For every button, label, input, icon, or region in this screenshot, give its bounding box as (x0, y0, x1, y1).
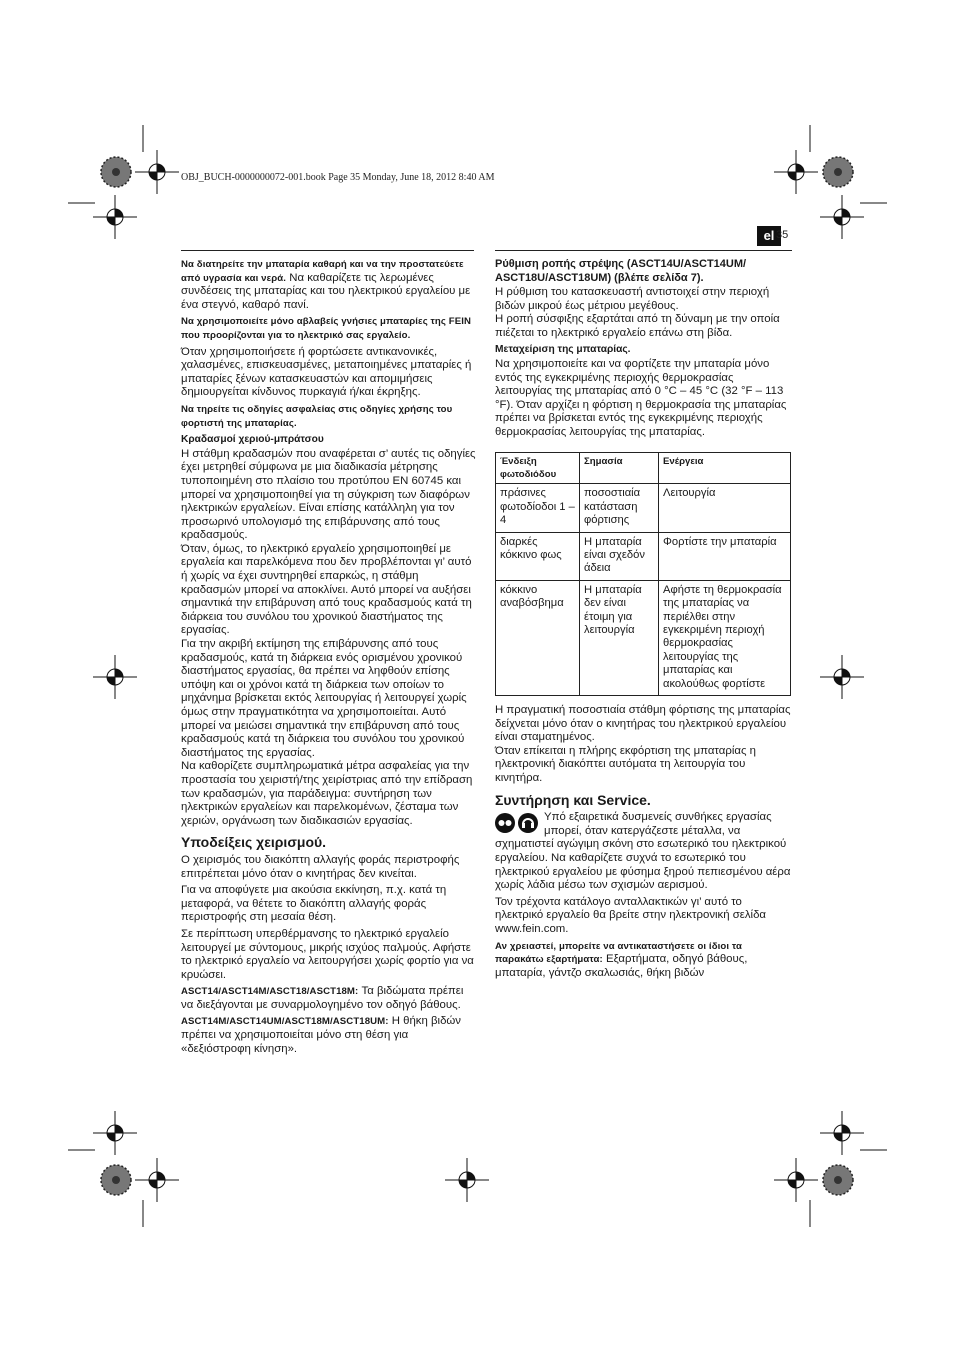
charge-state-paragraph: Η πραγματική ποσοστιαία στάθμη φόρτισης της μπαταρίας δείχνεται μόνο όταν ο κινητήρας του ηλεκτρικού εργαλείου είναι σταματημένος. (495, 704, 791, 744)
maintenance-heading: Συντήρηση και Service. (495, 791, 651, 808)
registration-mark-icon (774, 1158, 818, 1202)
registration-mark-icon (820, 1111, 864, 1155)
color-target-icon (823, 1165, 853, 1195)
table-header-row (496, 452, 791, 484)
table-cell: Η μπαταρία είναι σχεδόν άδεια (580, 532, 659, 580)
table-cell: ποσοστιαία κατάσταση φόρτισης (580, 484, 659, 532)
registration-mark-icon (93, 195, 137, 239)
table-cell: Φορτίστε την μπαταρία (659, 532, 791, 580)
vibration-paragraph: Η στάθμη κραδασμών που αναφέρεται σ’ αυτές τις οδηγίες έχει μετρηθεί σύμφωνα με μια διαδικασία μέτρησης τυποποιημένη στο πλαίσιο του προτύπου EN 60745 και μπορεί να χρησιμοποιηθεί για τη σύγκριση των διαφόρων ηλεκτρικών εργαλείων. Είναι επίσης κατάλληλη για τον προσωρινό υπολογισμό της επιβάρυνσης από τους κραδασμούς. (181, 447, 476, 542)
goggles-icon (495, 813, 515, 833)
torque-paragraph: Η ροπή σύσφιξης εξαρτάται από τη δύναμη με την οποία πιέζεται το ηλεκτρικό εργαλείο επάνω στη βίδα. (495, 313, 780, 339)
registration-mark-icon (93, 1111, 137, 1155)
registration-mark-icon (135, 1158, 179, 1202)
deep-discharge-paragraph: Όταν επίκειται η πλήρης εκφόρτιση της μπαταρίας η ηλεκτρονική διακόπτει αυτόματα τη λειτουργία του κινητήρα. (495, 744, 756, 784)
table-header-cell: Ένδειξη φωτοδιόδου (496, 452, 580, 484)
screw-holder-note: ASCT14M/ASCT14UM/ASCT18M/ASCT18UM: Η θήκη βιδών πρέπει να χρησιμοποιείται μόνο στη θέση για «δεξιόστροφη κίνηση». (181, 1015, 461, 1055)
table-cell: διαρκές κόκκινο φως (496, 532, 580, 580)
language-tab: el (757, 226, 781, 246)
left-column (181, 258, 476, 1059)
operating-paragraph: Ο χειρισμός του διακόπτη αλλαγής φοράς περιστροφής επιτρέπεται μόνο όταν ο κινητήρας δεν κινείται. (181, 853, 460, 880)
vibration-paragraph: Να καθορίζετε συμπληρωματικά μέτρα ασφαλείας για την προστασία του χειριστή/της χειρίστριας από την επίδραση των κραδασμών, για παράδειγμα: συντήρηση των ηλεκτρικών εργαλείων και παρελκομένων, ζέσταμα των χεριών, οργάνωση των διαδικασιών εργασίας. (181, 760, 473, 827)
operating-paragraph: Σε περίπτωση υπερθέρμανσης το ηλεκτρικό εργαλείο λειτουργεί με σύντομους, μικρής ισχύος παλμούς. Αφήστε το ηλεκτρικό εργαλείο να λειτουργήσει χωρίς φορτίο για να κρυώσει. (181, 927, 474, 981)
table-cell: Αφήστε τη θερμοκρασία της μπαταρίας να περιέλθει στην εγκεκριμένη περιοχή θερμοκρασίας λειτουργίας της μπαταρίας και ακολούθως φορτίστε (659, 580, 791, 695)
battery-handling-paragraph: Να χρησιμοποιείτε και να φορτίζετε την μπαταρία μόνο εντός της εγκεκριμένης περιοχής θερμοκρασίας λειτουργίας της μπαταρίας από 0 °C – 45 °C (32 °F – 113 °F). Όταν αρχίζει η φόρτιση η θερμοκρασία της μπαταρίας πρέπει να βρίσκεται εντός της εγκεκριμένης περιοχής θερμοκρασίας λειτουργίας της μπαταρίας. (495, 357, 787, 438)
book-header: OBJ_BUCH-0000000072-001.book Page 35 Monday, June 18, 2012 8:40 AM (181, 172, 495, 183)
table-header-cell: Σημασία (580, 452, 659, 484)
charger-safety-note: Να τηρείτε τις οδηγίες ασφαλείας στις οδηγίες χρήσης του φορτιστή της μπαταρίας. (181, 403, 453, 429)
depth-guide-note: ASCT14/ASCT14M/ASCT18/ASCT18M: Τα βιδώματα πρέπει να διεξάγονται με συναρμολογημένο τον οδηγό βάθους. (181, 985, 464, 1011)
vibration-paragraph: Όταν, όμως, το ηλεκτρικό εργαλείο χρησιμοποιηθεί με εργαλεία και παρελκόμενα που δεν προβλέπονται γι’ αυτό ή χωρίς να έχει συντηρηθεί επαρκώς, η στάθμη κραδασμών μπορεί να αποκλίνει. Αυτό μπορεί να αυξήσει σημαντικά την επιβάρυνση από τους κραδασμούς κατά τη διάρκεια του συνόλου του χρονικού διαστήματος της εργασίας. (181, 542, 472, 637)
vibration-heading: Κραδασμοί χεριού-μπράτσου (181, 434, 324, 446)
maintenance-paragraph: Υπό εξαιρετικά δυσμενείς συνθήκες εργασίας μπορεί, όταν κατεργάζεστε μέταλλα, να σχηματιστεί αγώγιμη σκόνη στο εσωτερικό του ηλεκτρικού εργαλείου. Να καθαρίζετε συχνά το εσωτερικό του ηλεκτρικού εργαλείου με φύσημα ξηρού πεπιεσμένου αέρα χωρίς λάδια μέσω των σχισμών αερισμού. (495, 811, 791, 892)
registration-mark-icon (820, 195, 864, 239)
replaceable-parts-paragraph: Αν χρειαστεί, μπορείτε να αντικαταστήσετε οι ίδιοι τα παρακάτω εξαρτήματα: Εξαρτήματα, οδηγό βάθους, μπαταρία, γάντζο σκαλωσιάς, θήκη βιδών (495, 940, 748, 979)
ear-protection-icon (518, 813, 538, 833)
led-indicator-table (495, 452, 791, 697)
table-cell: Η μπαταρία δεν είναι έτοιμη για λειτουργία (580, 580, 659, 695)
torque-paragraph: Η ρύθμιση του κατασκευαστή αντιστοιχεί στην περιοχή βιδών μικρού έως μέτριου μεγέθους. (495, 286, 770, 312)
registration-mark-icon (774, 150, 818, 194)
table-row (496, 580, 791, 695)
table-cell: κόκκινο αναβόσβημα (496, 580, 580, 695)
right-column (495, 258, 792, 983)
registration-mark-icon (93, 655, 137, 699)
registration-mark-icon (445, 1158, 489, 1202)
table-cell: πράσινες φωτοδίοδοι 1 – 4 (496, 484, 580, 532)
registration-mark-icon (820, 655, 864, 699)
color-target-icon (823, 157, 853, 187)
operating-instructions-heading: Υποδείξεις χειρισμού. (181, 834, 327, 851)
protective-gear-icons (495, 813, 538, 833)
top-rule-left (181, 250, 474, 251)
operating-paragraph: Για να αποφύγετε μια ακούσια εκκίνηση, π.χ. κατά τη μεταφορά, να θέτετε το διακόπτη αλλαγής φοράς περιστροφής στη μεσαία θέση. (181, 884, 447, 924)
registration-mark-icon (135, 150, 179, 194)
spare-parts-paragraph: Τον τρέχοντα κατάλογο ανταλλακτικών γι’ αυτό το ηλεκτρικό εργαλείο θα βρείτε στην ηλεκτρονική σελίδα www.fein.com. (495, 895, 767, 935)
genuine-battery-warning: Να χρησιμοποιείτε μόνο αβλαβείς γνήσιες μπαταρίες της FEIN που προορίζονται για το ηλεκτρικό σας εργαλείο. (181, 316, 471, 341)
color-target-icon (101, 1165, 131, 1195)
top-rule-right (495, 250, 792, 251)
battery-clean-note: Να διατηρείτε την μπαταρία καθαρή και να την προστατεύετε από υγρασία και νερά. Να καθαρίζετε τις λερωμένες συνδέσεις της μπαταρίας και του ηλεκτρικού εργαλείου με ένα στεγνό, καθαρό πανί. (181, 259, 471, 311)
battery-risk-text: Όταν χρησιμοποιήσετε ή φορτώσετε αντικανονικές, χαλασμένες, επισκευασμένες, μεταποιημένες μπαταρίες ή μπαταρίες ξένων κατασκευαστών και απομιμήσεις δημιουργείται κίνδυνος πυρκαγιά ή/και έκρηξης. (181, 345, 472, 399)
table-row (496, 484, 791, 532)
table-header-cell: Ενέργεια (659, 452, 791, 484)
vibration-paragraph: Για την ακριβή εκτίμηση της επιβάρυνσης από τους κραδασμούς, κατά τη διάρκεια ενός ορισμένου χρονικού διαστήματος εργασίας, θα πρέπει να ληφθούν επίσης υπόψη και οι χρόνοι κατά τη διάρκεια των οποίων το μηχάνημα βρίσκεται εκτός λειτουργίας ή λειτουργεί χωρίς όμως στην πραγματικότητα να χρησιμοποιείται. Αυτό μπορεί να μειώσει σημαντικά την επιβάρυνση από τους κραδασμούς κατά τη διάρκεια του συνόλου του χρονικού διαστήματος της εργασίας. (181, 638, 467, 759)
table-cell: Λειτουργία (659, 484, 791, 532)
battery-handling-heading: Μεταχείριση της μπαταρίας. (495, 344, 631, 356)
page-number: 35 (776, 229, 789, 241)
torque-setting-heading: Ρύθμιση ροπής στρέψης (ASCT14U/ASCT14UM/ ASCT18U/ASCT18UM) (βλέπε σελίδα 7). (495, 258, 747, 284)
table-row (496, 532, 791, 580)
color-target-icon (101, 157, 131, 187)
